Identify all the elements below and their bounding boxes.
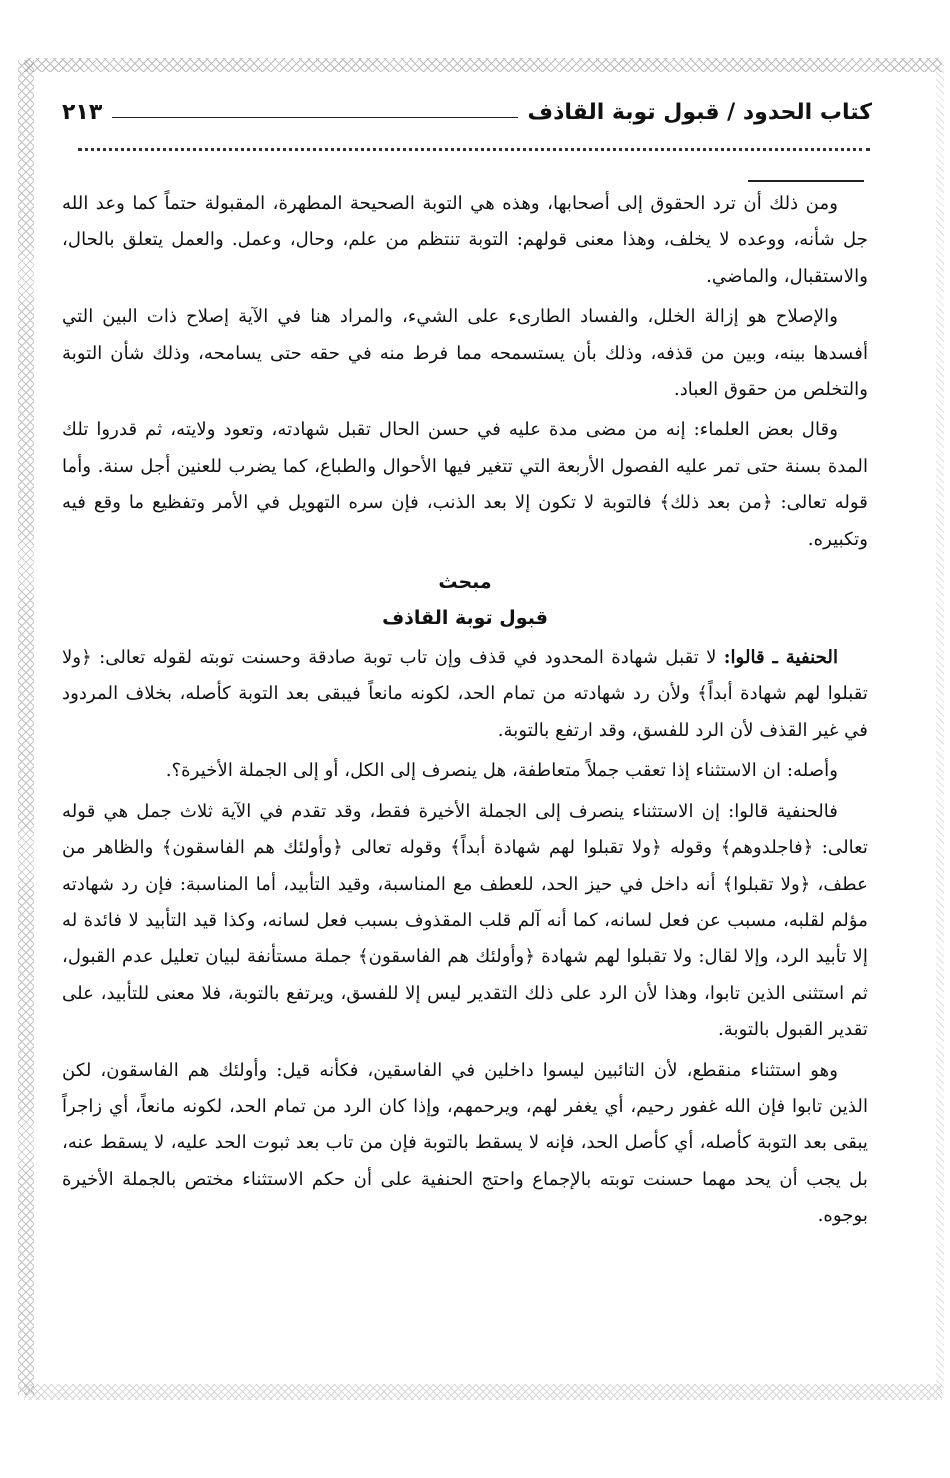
paragraph-2: والإصلاح هو إزالة الخلل، والفساد الطارىء على الشيء، والمراد هنا في الآية إصلاح ذات البين التي أفسدها بينه، وبين من قذفه، وذلك بأن يستسمحه مما فرط منه في حقه حتى يسامحه، وذلك شأن التوبة والتخلص من حقوق العباد.: [62, 306, 868, 401]
decorative-border-bottom: [24, 1384, 942, 1400]
paragraph-4-text: لا تقبل شهادة المحدود في قذف وإن تاب توبة صادقة وحسنت توبته لقوله تعالى: ﴿ولا تقبلوا لهم شهادة أبداً﴾ ولأن رد شهادته من تمام الحد، لكونه مانعاً فيبقى بعد التوبة كأصله، بخلاف المردود في غير القذف لأن الرد للفسق، وقد ارتفع بالتوبة.: [62, 647, 868, 741]
section-heading: مبحث: [438, 571, 492, 594]
section-subheading: قبول توبة القاذف: [382, 607, 548, 630]
page-body: [62, 186, 868, 1239]
paragraph-4: [62, 640, 868, 749]
header-title: كتاب الحدود / قبول توبة القاذف: [527, 99, 872, 125]
paragraph-3: وقال بعض العلماء: إنه من مضى مدة عليه في حسن الحال تقبل شهادته، وتعود ولايته، ثم قدروا تلك المدة بسنة حتى تمر عليه الفصول الأربعة التي تتغير فيها الأحوال والطباع، كما يضرب للعنين أجل سنة. وأما قوله تعالى: ﴿من بعد ذلك﴾ فالتوبة لا تكون إلا بعد الذنب، فإن سره التهويل في الأمر وتفظيع ما وقع فيه وتكبيره.: [62, 419, 869, 550]
paragraph-7: وهو استثناء منقطع، لأن التائبين ليسوا داخلين في الفاسقين، فكأنه قيل: وأولئك هم الفاسقون، لكن الذين تابوا فإن الله غفور رحيم، أي يغفر لهم، ويرحمهم، وإذا كان الرد من تمام الحد، لكونه مانعاً، أي زاجراً يبقى بعد التوبة كأصله، أي كأصل الحد، فإنه لا يسقط بالتوبة فإن من تاب بعد ثبوت الحد عليه، لا يسقط عنه، بل يجب أن يحد مهما حسنت توبته بالإجماع واحتج الحنفية على أن حكم الاستثناء مختص بالجملة الأخيرة بوجوه.: [62, 1059, 868, 1227]
paragraph-6: فالحنفية قالوا: إن الاستثناء ينصرف إلى الجملة الأخيرة فقط، وقد تقدم في الآية ثلاث جمل هي قوله تعالى: ﴿فاجلدوهم﴾ وقوله ﴿ولا تقبلوا لهم شهادة أبداً﴾ وقوله تعالى ﴿وأولئك هم الفاسقون﴾ والظاهر من عطف، ﴿ولا تقبلوا﴾ أنه داخل في حيز الحد، للعطف مع المناسبة، وقيد التأبيد، أما المناسبة: فإن رد شهادته مؤلم لقلبه، مسبب عن فعل لسانه، كما أنه آلم قلب المقذوف بسبب فعل لسانه، وكذا قيد التأبيد لا فائدة له إلا تأبيد الرد، وإلا لقال: ولا تقبلوا لهم شهادة ﴿وأولئك هم الفاسقون﴾ جملة مستأنفة لبيان تعليل عدم القبول، ثم استثنى الذين تابوا، وهذا لأن الرد على ذلك التقدير ليس إلا للفسق، ويرتفع بالتوبة، فلا معنى للتأبيد، على تقدير القبول بالتوبة.: [62, 800, 868, 1041]
header-rule: [112, 117, 517, 118]
paragraph-1: ومن ذلك أن ترد الحقوق إلى أصحابها، وهذه هي التوبة الصحيحة المطهرة، المقبولة حتماً كما وعد الله جل شأنه، ووعده لا يخلف، وهذا معنى قولهم: التوبة تنتظم من علم، وحال، وعمل. والعمل يتعلق بالحال، والاستقبال، والماضي.: [62, 193, 868, 287]
paragraph-5: وأصله: ان الاستثناء إذا تعقب جملاً متعاطفة، هل ينصرف إلى الكل، أو إلى الجملة الأخيرة؟.: [165, 760, 838, 782]
section-rule: [748, 180, 864, 182]
decorative-border-right: [936, 60, 944, 1395]
paragraph-4-lead: الحنفية ـ قالوا:: [723, 647, 838, 669]
dotted-separator: [78, 148, 870, 157]
running-header: [62, 92, 872, 132]
page-number: ٢١٣: [62, 99, 103, 125]
decorative-border-left: [18, 60, 34, 1395]
decorative-border-top: [24, 58, 942, 72]
